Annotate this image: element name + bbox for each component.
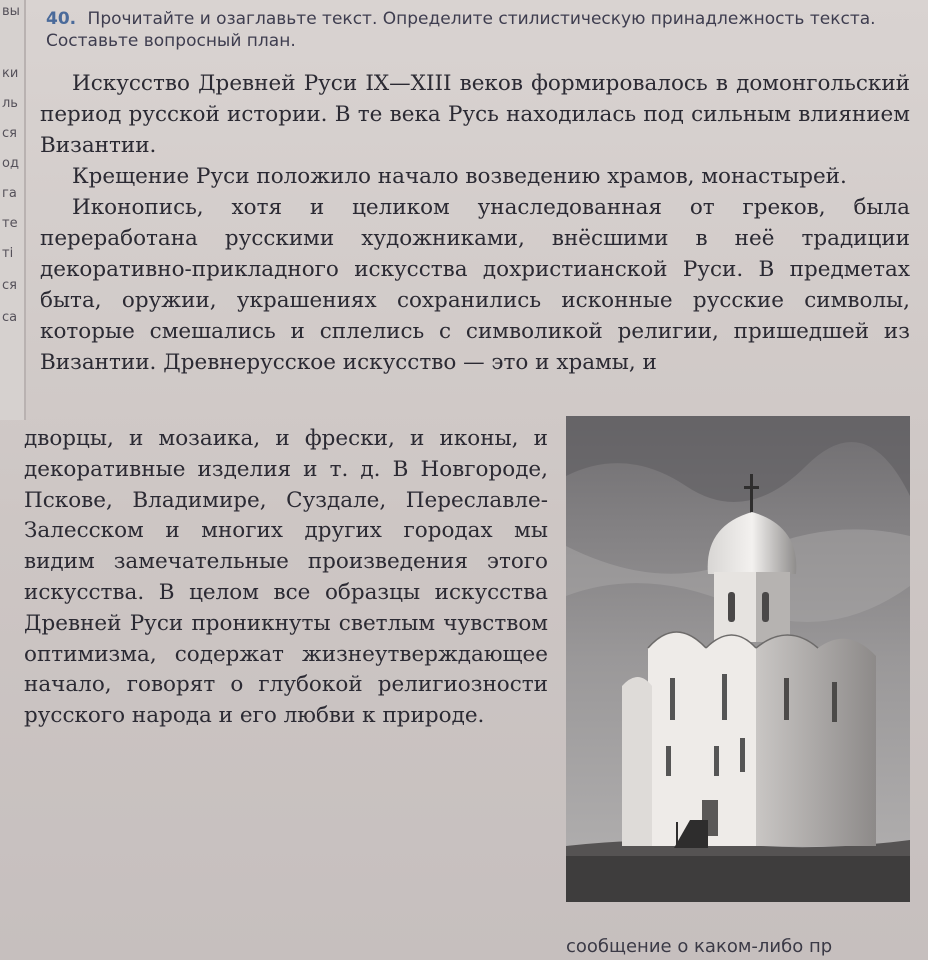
margin-fragment: ся	[2, 126, 17, 141]
exercise-header	[46, 8, 906, 52]
paragraph-continuation: дворцы, и мозаика, и фрески, и иконы, и декоративные изделия и т. д. В Новгороде, Пскове, Владимире, Суздале, Переславле-Залесском и многих других городах мы видим замечательные произведения этого искусства. В целом все образцы искусства Древней Руси проникнуты светлым чувством оптимизма, содержат жизнеутверждающее начало, говорят о глубокой религиозности русского народа и его любви к природе.	[24, 426, 548, 729]
previous-page-margin	[0, 0, 26, 420]
exercise-number: 40.	[46, 9, 77, 29]
article-text	[40, 68, 910, 378]
margin-fragment: те	[2, 216, 18, 231]
exercise-instruction: Прочитайте и озаглавьте текст. Определите стилистическую принадлежность текста. Составьте вопросный план.	[46, 9, 876, 51]
church-illustration	[566, 416, 910, 902]
paragraph: Крещение Руси положило начало возведению храмов, монастырей.	[72, 164, 847, 189]
margin-fragment: ки	[2, 66, 19, 81]
paragraph: Искусство Древней Руси IX—XIII веков формировалось в домонгольский период русской истории. В те века Русь находилась под сильным влиянием Византии.	[40, 71, 910, 158]
paragraph: Иконопись, хотя и целиком унаследованная от греков, была переработана русскими художниками, внёсшими в неё традиции декоративно-прикладного искусства дохристианской Руси. В предметах быта, оружии, украшениях сохранились исконные русские символы, которые смешались и сплелись с символикой религии, пришедшей из Византии. Древнерусское искусство — это и храмы, и	[40, 195, 910, 375]
margin-fragment: од	[2, 156, 19, 171]
margin-fragment: вы	[2, 4, 20, 19]
margin-fragment: га	[2, 186, 17, 201]
next-section-fragment: сообщение о каком-либо пр	[566, 936, 833, 957]
margin-fragment: ся	[2, 278, 17, 293]
margin-fragment: ті	[2, 246, 14, 261]
margin-fragment: ль	[2, 96, 18, 111]
church-photo	[566, 416, 910, 902]
margin-fragment: са	[2, 310, 18, 325]
